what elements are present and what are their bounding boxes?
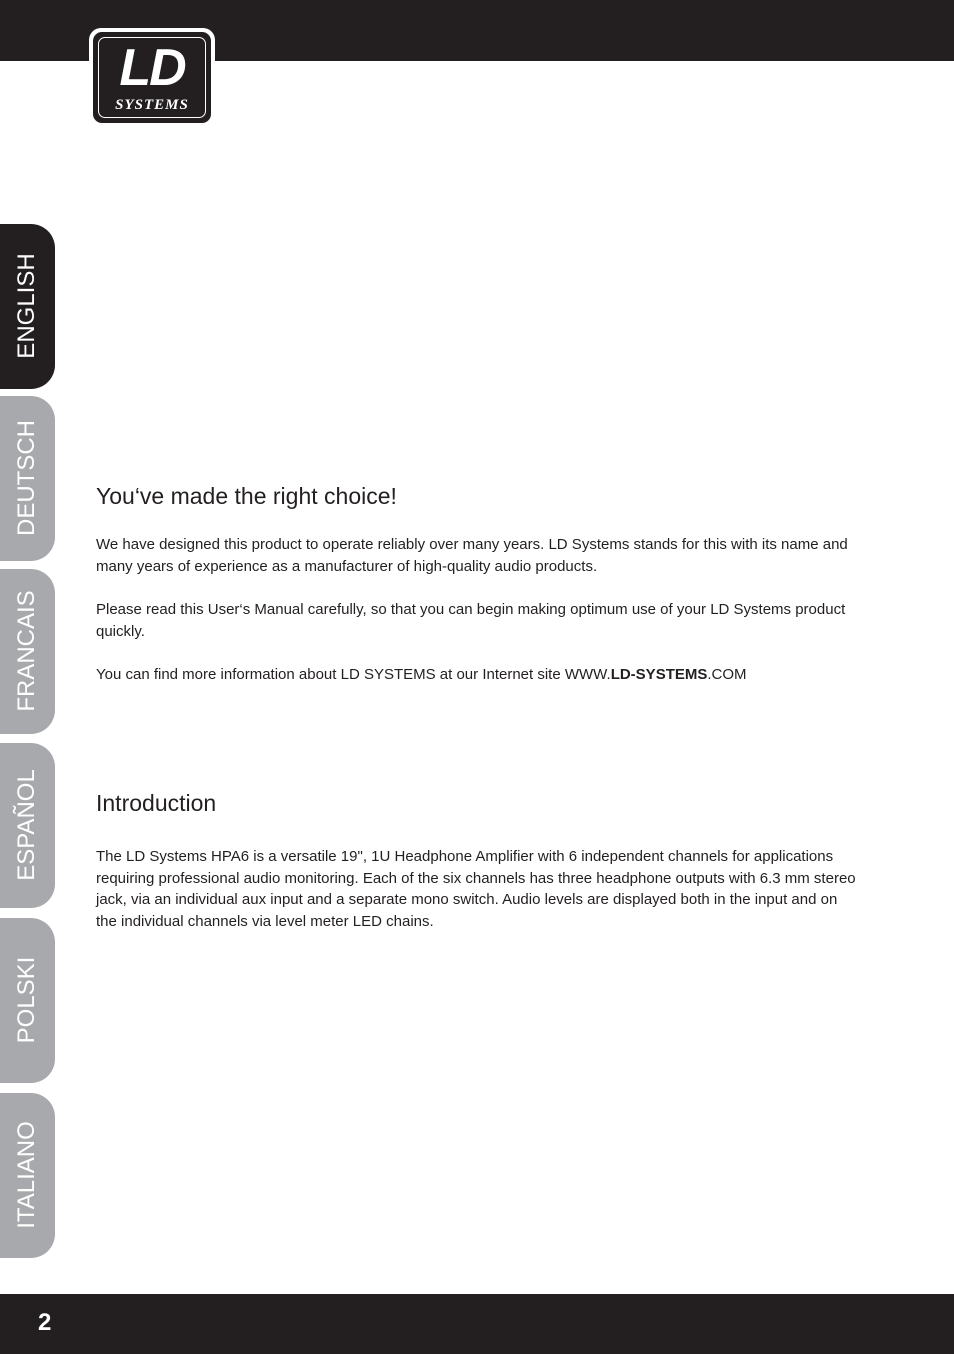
tab-espanol[interactable] bbox=[0, 743, 55, 908]
website-link[interactable]: LD-SYSTEMS bbox=[610, 666, 708, 683]
paragraph-reliability: We have designed this product to operate reliably over many years. LD Systems stands for this with its name and many years of experience as a manufacturer of high-quality audio products. bbox=[96, 536, 848, 575]
logo-text: LD bbox=[119, 39, 185, 97]
page-number: 2 bbox=[38, 1309, 52, 1336]
paragraph-introduction: The LD Systems HPA6 is a versatile 19", 1U Headphone Amplifier with 6 independent channels for applications requiring professional audio monitoring. Each of the six channels has three headphone outputs with 6.3 mm stereo jack, via an individual aux input and a separate mono switch. Audio levels are displayed both in the input and on the individual channels via level meter LED chains. bbox=[96, 848, 856, 930]
more-info-text: You can find more information about LD SYSTEMS at our Internet site WWW. bbox=[96, 666, 611, 683]
website-suffix: .COM bbox=[707, 666, 747, 683]
section-heading-introduction: Introduction bbox=[96, 790, 217, 816]
logo-subtext: SYSTEMS bbox=[115, 97, 189, 113]
tab-label: FRANCAIS bbox=[13, 590, 40, 712]
paragraph-read-manual: Please read this User‘s Manual carefully, so that you can begin making optimum use of your LD Systems product quickly. bbox=[96, 601, 846, 640]
tab-label: POLSKI bbox=[13, 956, 40, 1044]
paragraph-more-info bbox=[96, 664, 866, 686]
logo-badge bbox=[93, 32, 211, 123]
tab-italiano[interactable] bbox=[0, 1093, 55, 1258]
tab-francais[interactable] bbox=[0, 569, 55, 734]
ld-systems-logo bbox=[89, 28, 215, 127]
section-heading-right-choice: You‘ve made the right choice! bbox=[96, 483, 397, 509]
tab-english[interactable] bbox=[0, 224, 55, 389]
tab-label: ENGLISH bbox=[13, 253, 40, 359]
tab-polski[interactable] bbox=[0, 918, 55, 1083]
tab-deutsch[interactable] bbox=[0, 396, 55, 561]
tab-label: ITALIANO bbox=[13, 1121, 40, 1229]
footer-bar bbox=[0, 1294, 954, 1354]
tab-label: DEUTSCH bbox=[13, 419, 40, 537]
tab-label: ESPAÑOL bbox=[13, 769, 40, 881]
